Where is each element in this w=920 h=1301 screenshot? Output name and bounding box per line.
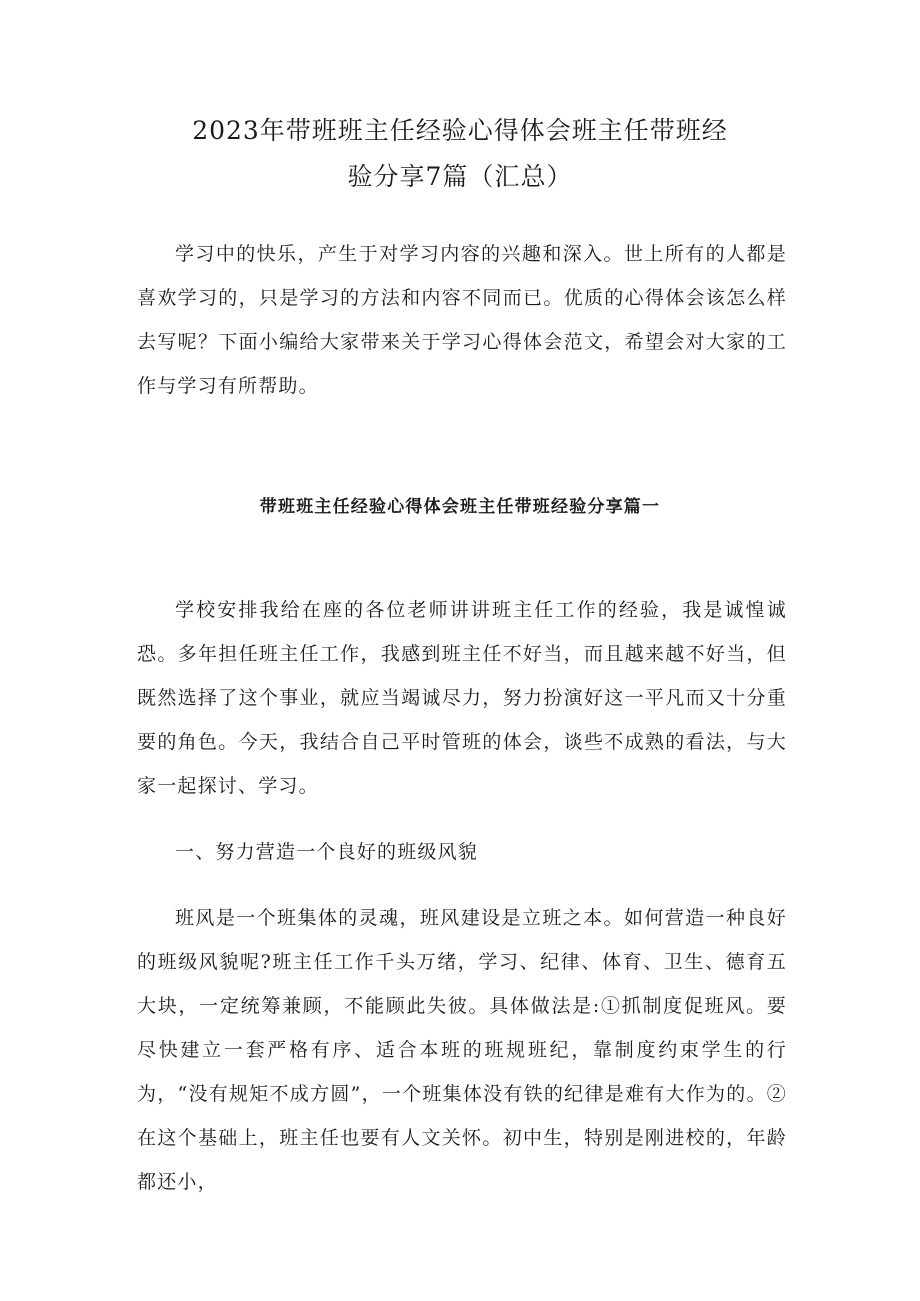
body-paragraph-1: 学校安排我给在座的各位老师讲讲班主任工作的经验，我是诚惶诚恐。多年担任班主任工作，我感到班主任不好当，而且越来越不好当，但既然选择了这个事业，就应当竭诚尽力，努力扮演好这一平凡而又十分重要的角色。今天，我结合自己平时管班的体会，谈些不成熟的看法，与大家一起探讨、学习。 [137,599,787,797]
document-title [100,108,820,200]
body-paragraph-2: 班风是一个班集体的灵魂，班风建设是立班之本。如何营造一种良好的班级风貌呢?班主任工作千头万绪，学习、纪律、体育、卫生、德育五大块，一定统筹兼顾，不能顾此失彼。具体做法是:①抓制度促班风。要尽快建立一套严格有序、适合本班的班规班纪，靠制度约束学生的行为，“没有规矩不成方圆”，一个班集体没有铁的纪律是难有大作为的。②在这个基础上，班主任也要有人文关怀。初中生，特别是刚进校的，年龄都还小， [137,907,787,1193]
title-line-1: 2023年带班班主任经验心得体会班主任带班经 [192,116,728,145]
title-line-2: 验分享7篇（汇总） [347,162,573,191]
intro-paragraph: 学习中的快乐，产生于对学习内容的兴趣和深入。世上所有的人都是喜欢学习的，只是学习的方法和内容不同而已。优质的心得体会该怎么样去写呢？下面小编给大家带来关于学习心得体会范文，希望会对大家的工作与学习有所帮助。 [137,243,787,397]
section-heading: 带班班主任经验心得体会班主任带班经验分享篇一 [259,497,661,517]
subheading: 一、努力营造一个良好的班级风貌 [175,841,479,863]
